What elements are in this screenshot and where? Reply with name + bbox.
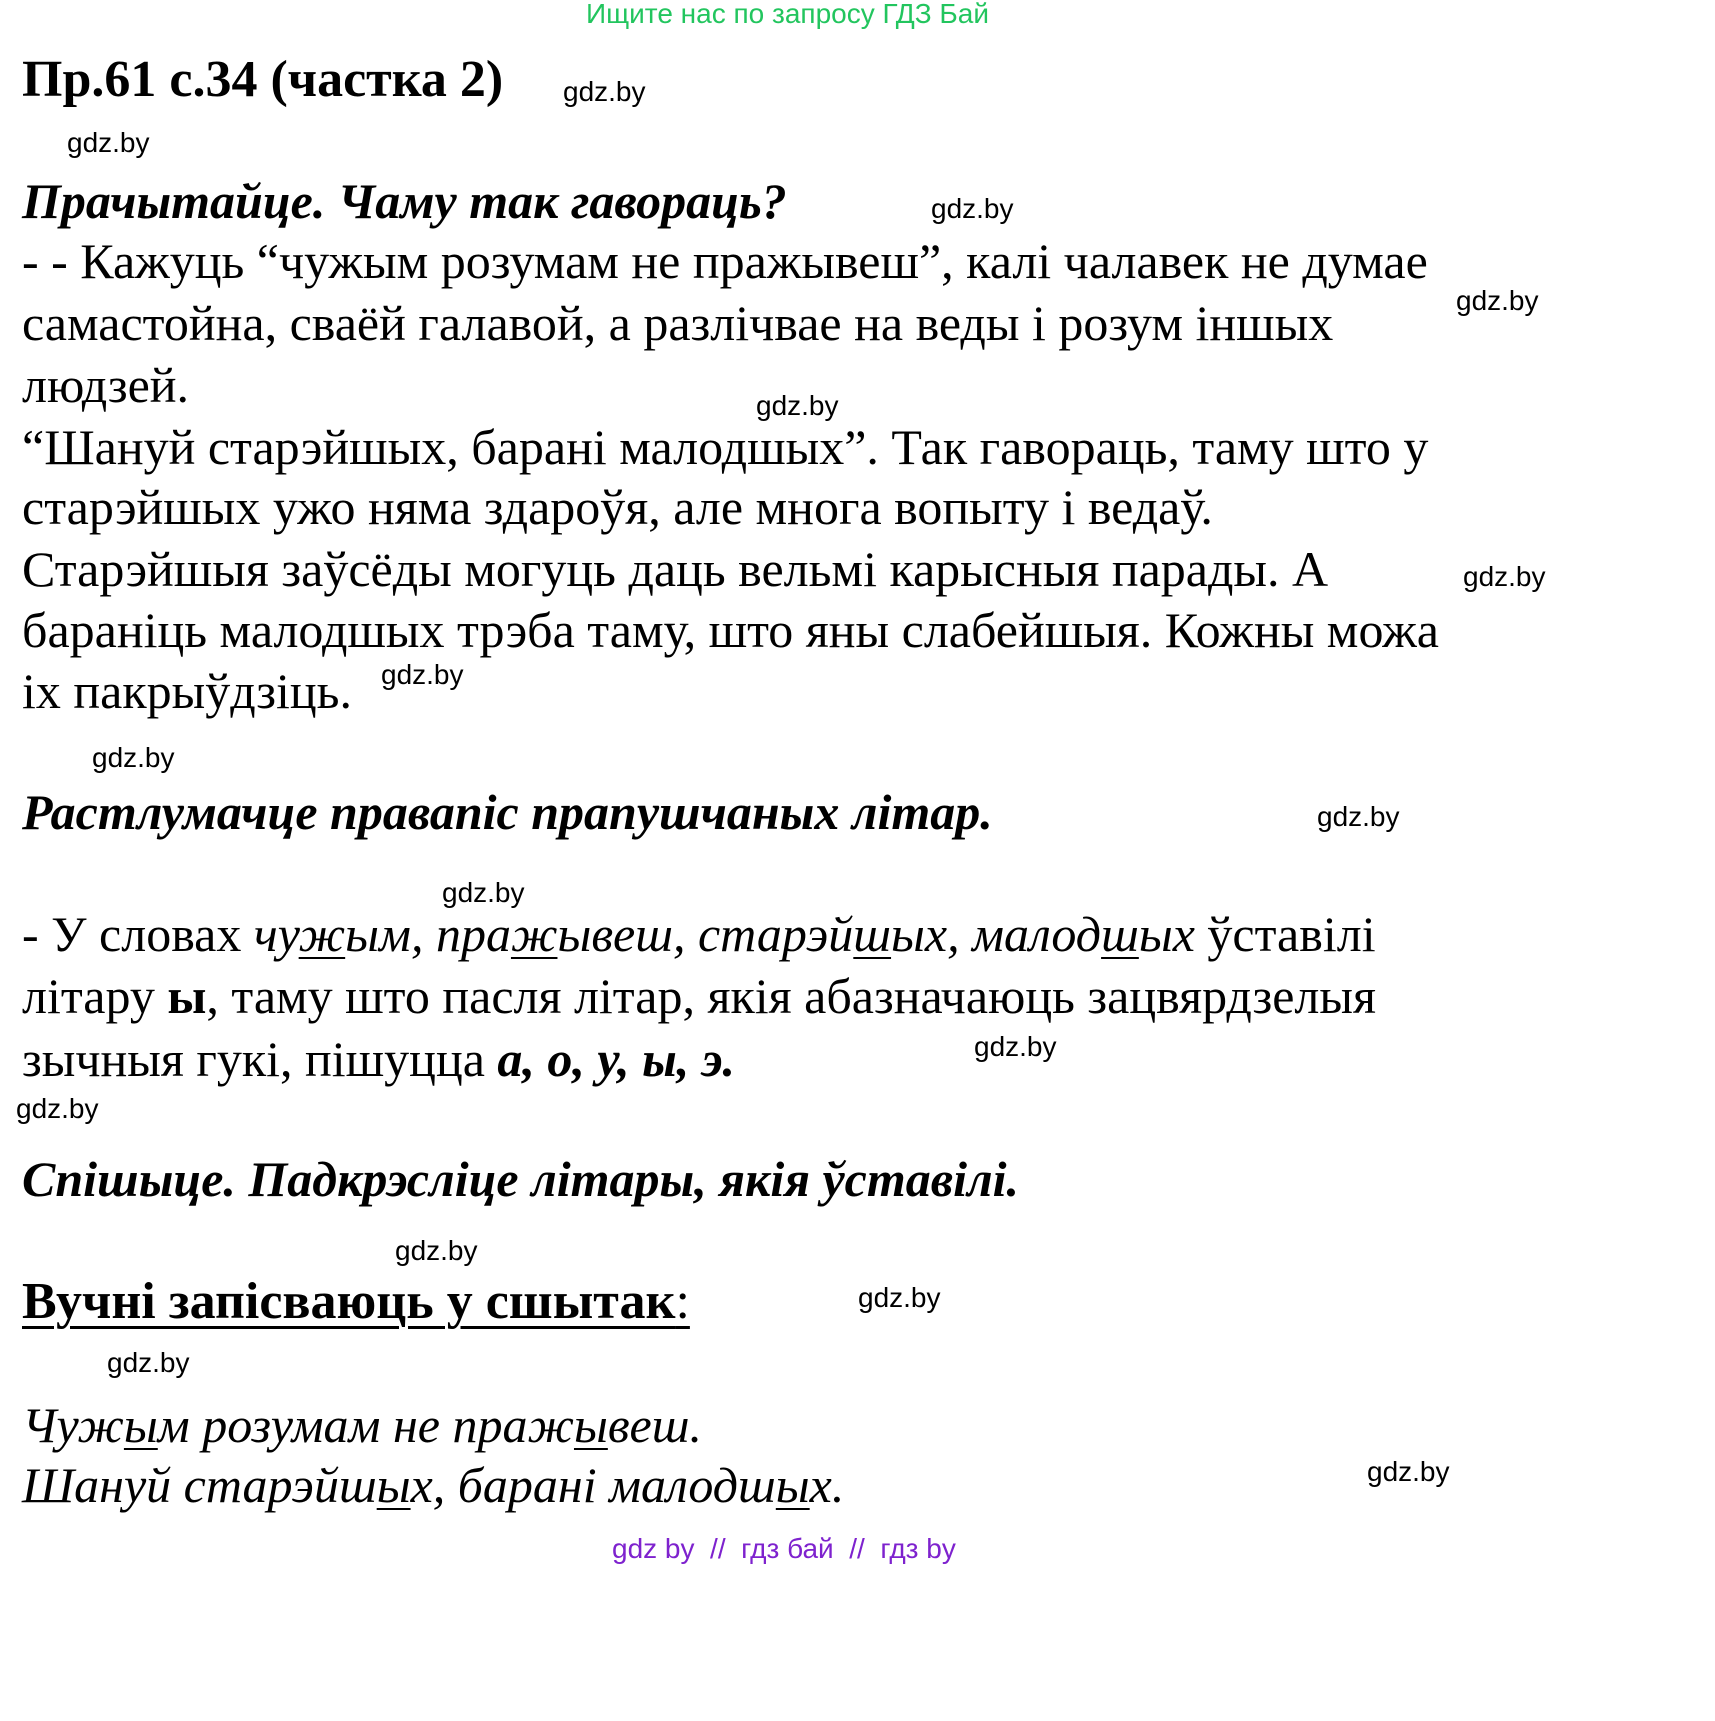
watermark: gdz.by xyxy=(563,76,646,107)
watermark: gdz.by xyxy=(1463,561,1546,592)
watermark: gdz.by xyxy=(381,659,464,690)
explanation-line: - У словах чужым, пражывеш, старэйшых, малодшых ўставілі xyxy=(22,906,1376,962)
watermark: gdz.by xyxy=(858,1282,941,1313)
watermark: gdz.by xyxy=(107,1347,190,1378)
text-line: бараніць малодшых трэба таму, што яны слабейшыя. Кожны можа xyxy=(22,602,1439,658)
task-heading-copy: Спішыце. Падкрэсліце літары, якія ўставілі. xyxy=(22,1151,1020,1207)
task-heading-read: Прачытайце. Чаму так гавораць? xyxy=(22,173,787,229)
watermark: gdz.by xyxy=(1456,285,1539,316)
word-chuzhym: чужым xyxy=(253,906,411,962)
watermark: gdz.by xyxy=(931,193,1014,224)
watermark: gdz.by xyxy=(395,1235,478,1266)
footer-note: gdz by // гдз бай // гдз by xyxy=(612,1533,956,1564)
notebook-heading: Вучні запісваюць у сшытак: xyxy=(22,1273,690,1330)
text-line: іх пакрыўдзіць. xyxy=(22,663,352,719)
text-line: - - Кажуць “чужым розумам не пражывеш”, калі чалавек не думае xyxy=(22,233,1428,289)
watermark: gdz.by xyxy=(974,1031,1057,1062)
text-line: самастойна, сваёй галавой, а разлічвае на веды і розум іншых xyxy=(22,295,1334,351)
page-title: Пр.61 с.34 (частка 2) xyxy=(22,51,504,108)
watermark: gdz.by xyxy=(756,390,839,421)
task-heading-explain: Растлумачце правапіс прапушчаных літар. xyxy=(22,784,993,840)
word-stareishykh: старэйшых xyxy=(697,906,948,962)
watermark: gdz.by xyxy=(92,742,175,773)
watermark: gdz.by xyxy=(67,127,150,158)
letter-y: ы xyxy=(167,968,207,1024)
text-line: людзей. xyxy=(22,357,190,413)
watermark: gdz.by xyxy=(1367,1456,1450,1487)
vowel-letters: а, о, у, ы, э. xyxy=(497,1031,736,1087)
watermark: gdz.by xyxy=(1317,801,1400,832)
word-malodshykh: малодшых xyxy=(972,906,1195,962)
text: - У словах xyxy=(22,906,254,962)
watermark: gdz.by xyxy=(16,1093,99,1124)
text-line: “Шануй старэйшых, барані малодшых”. Так гавораць, таму што у xyxy=(22,419,1429,475)
text-line: старэйшых ужо няма здароўя, але многа вопыту і ведаў. xyxy=(22,479,1213,535)
copied-proverb: Чужым розумам не пражывеш. xyxy=(22,1397,702,1453)
word-prazhyvesh: пражывеш xyxy=(435,906,673,962)
explanation-line: літару ы, таму што пасля літар, якія абазначаюць зацвярдзелыя xyxy=(22,968,1376,1024)
text-line: Старэйшыя заўсёды могуць даць вельмі карысныя парады. А xyxy=(22,541,1329,597)
header-note: Ищите нас по запросу ГДЗ Бай xyxy=(586,0,990,29)
copied-proverb: Шануй старэйшых, барані малодшых. xyxy=(22,1457,845,1513)
explanation-line: зычныя гукі, пішуцца а, о, у, ы, э. xyxy=(22,1031,736,1087)
watermark: gdz.by xyxy=(442,877,525,908)
